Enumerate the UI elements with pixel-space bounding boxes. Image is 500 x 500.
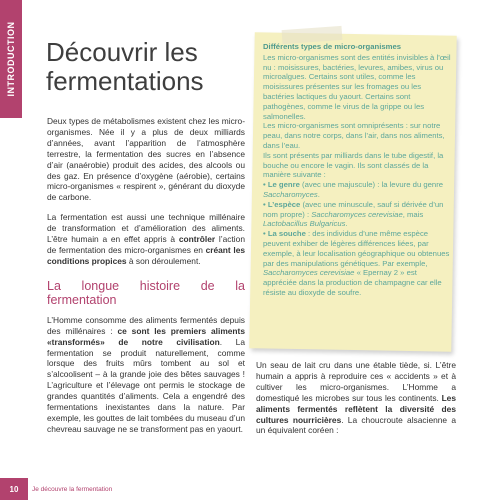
right-paragraph: Un seau de lait cru dans une étable tiède, si. L’être humain a appris à reproduire ces « accidents » et à cultiver les micro-organismes. L’Homme a domestiqué les microbes sur tous les continents. Les aliments fermentés reflètent la diversité des cultures nourricières. La choucroute alsacienne a un équivalent coréen : [256, 360, 456, 436]
note-paragraph-2: Les micro-organismes sont omniprésents : sur notre peau, dans notre corps, dans l’air, dans nos aliments, dans l’eau. [263, 121, 445, 150]
note-paragraph-3: Ils sont présents par milliards dans le tube digestif, la bouche ou encore le vagin. Ils sont classés de la manière suivante : [263, 150, 444, 180]
history-heading: La longue histoire de la fermentation [47, 278, 245, 307]
page-number: 10 [0, 478, 28, 500]
right-column [256, 360, 456, 436]
intro-paragraph-1: Deux types de métabolismes existent chez les micro-organismes. Née il y a plus de deux milliards d’années, avant l’apparition de l’atmosphère terrestre, la fermentation des sucres en l’absence d’air (anaérobie) produit des acides, des alcools ou des gaz. En présence d’oxygène (aérobie), certains micro-organismes « respirent », générant du dioxyde de carbone. [47, 116, 245, 203]
left-column [47, 116, 245, 444]
intro-paragraph-2: La fermentation est aussi une technique millénaire de transformation et d’amélioration des aliments. L’être humain a en effet appris à contrôler l’action de fermentation des micro-organismes en créant les conditions propices à son déroulement. [47, 212, 246, 266]
note-paragraph-1: Les micro-organismes sont des entités invisibles à l’œil nu : moisissures, bactéries, levures, amibes, virus ou microalgues. Certains sont utiles, comme les moisissures présentes sur les fromages ou les bactéries lactiques du yaourt. Certains sont pathogènes, comme le virus de la grippe ou les salmonelles. [263, 52, 451, 121]
note-espece: • L’espèce (avec une minuscule, sauf si dérivée d’un nom propre) : Saccharomyces cerevisiae, mais Lactobacillus Bulgaricus. [263, 199, 444, 229]
note-genre: • Le genre (avec une majuscule) : la levure du genre Saccharomyces. [263, 180, 444, 199]
note-title: Différents types de micro-organismes [263, 42, 401, 51]
section-label: INTRODUCTION [6, 21, 16, 97]
note-souche: • La souche : des individus d’une même espèce peuvent exhiber de légères différences liées, par exemple, à leur localisation géographique ou obtenues par des manipulations génétiques. Par exemple, Saccharomyces cerevisiae « Epernay 2 » est appréciée dans la production de champagne car elle résiste au dioxyde de soufre. [263, 229, 450, 297]
footer-running-title: Je découvre la fermentation [32, 486, 113, 493]
history-paragraph: L’Homme consomme des aliments fermentés depuis des millénaires : ce sont les premiers aliments «transformés» de notre civilisation. La fermentation se produit naturellement, comme lorsque des fruits mûrs tombent au sol et s’alcoolisent – à la grande joie des bêtes sauvages ! L’agriculture et l’élevage ont permis le stockage de grandes quantités d’aliments. Cela a engendré des fermentations inexistantes dans la nature. Par exemple, les gouttes de lait tombées du museau d’un chevreau sauvage ne se transforment pas en yaourt. [47, 314, 245, 434]
section-tab [0, 0, 22, 118]
sticky-note-content [263, 42, 451, 298]
page-title: Découvrir les fermentations [46, 37, 204, 96]
